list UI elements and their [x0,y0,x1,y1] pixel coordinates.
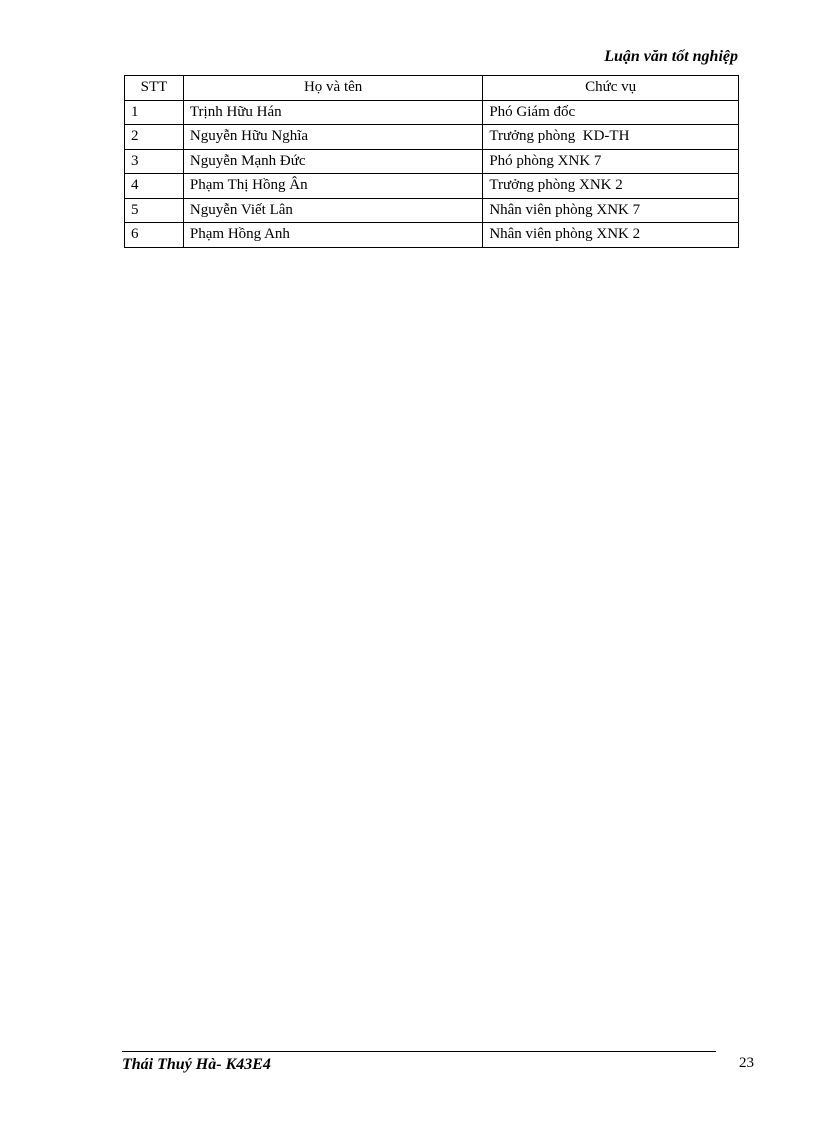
cell-stt: 4 [125,174,184,199]
cell-position: Nhân viên phòng XNK 2 [483,223,739,248]
page-number: 23 [739,1055,754,1071]
table-row [125,149,739,174]
staff-table [124,75,739,248]
table-row [125,223,739,248]
column-header-position: Chức vụ [483,76,739,101]
cell-name: Nguyễn Mạnh Đức [183,149,482,174]
column-header-name: Họ và tên [183,76,482,101]
cell-stt: 3 [125,149,184,174]
cell-position: Nhân viên phòng XNK 7 [483,198,739,223]
table-row [125,100,739,125]
cell-stt: 1 [125,100,184,125]
cell-position: Trưởng phòng KD-TH [483,125,739,150]
cell-name: Nguyễn Hữu Nghĩa [183,125,482,150]
cell-name: Phạm Hồng Anh [183,223,482,248]
cell-position: Phó Giám đốc [483,100,739,125]
cell-name: Phạm Thị Hồng Ân [183,174,482,199]
footer-divider [122,1051,716,1052]
cell-position: Trưởng phòng XNK 2 [483,174,739,199]
cell-name: Trịnh Hữu Hán [183,100,482,125]
column-header-stt: STT [125,76,184,101]
table-row [125,125,739,150]
cell-name: Nguyễn Viết Lân [183,198,482,223]
cell-position: Phó phòng XNK 7 [483,149,739,174]
page-header-title: Luận văn tốt nghiệp [604,48,738,65]
cell-stt: 2 [125,125,184,150]
table-row [125,198,739,223]
table-row [125,174,739,199]
cell-stt: 5 [125,198,184,223]
table-header-row [125,76,739,101]
cell-stt: 6 [125,223,184,248]
footer-author: Thái Thuý Hà- K43E4 [122,1056,271,1073]
